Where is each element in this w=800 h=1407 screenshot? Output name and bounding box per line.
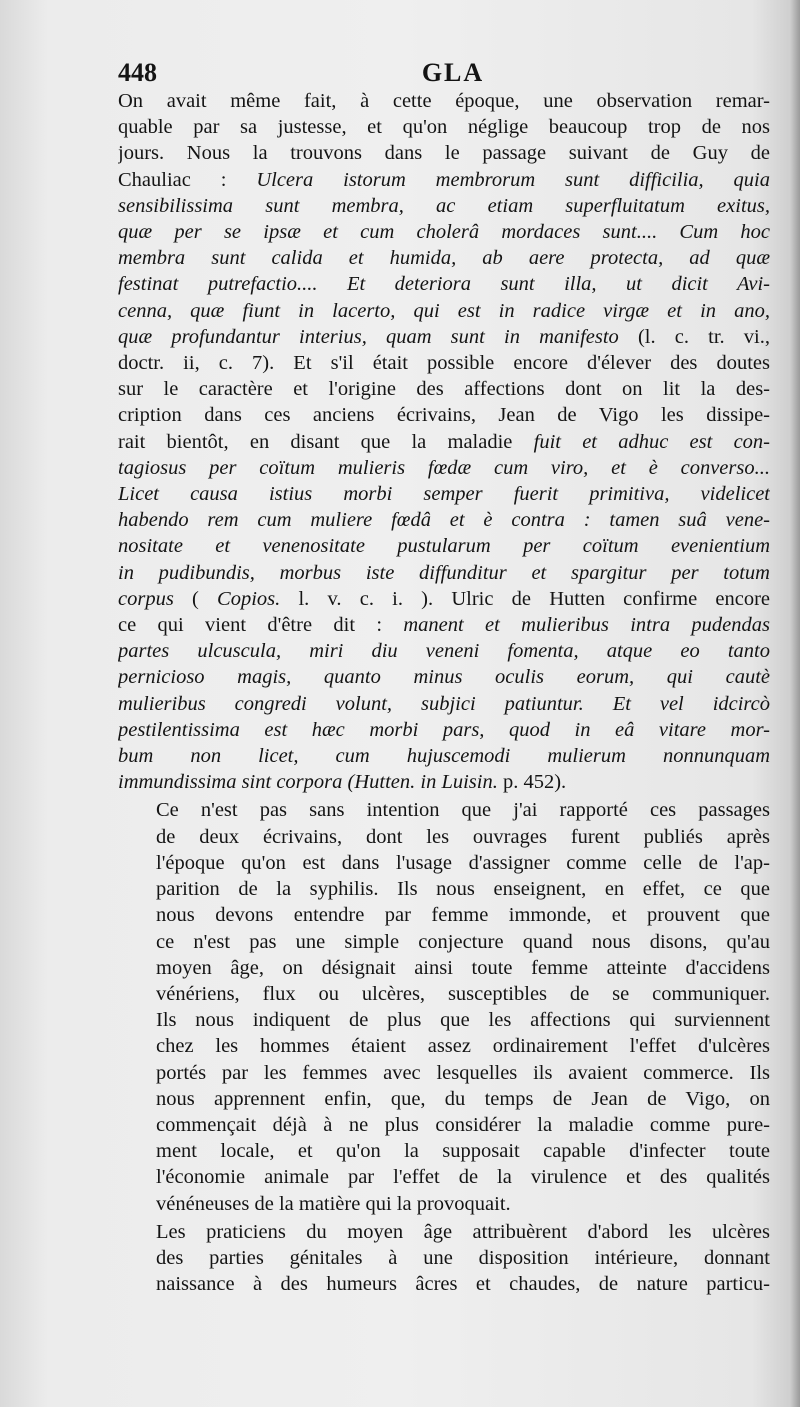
text-span: de deux écrivains, dont les ouvrages furent publiés après <box>156 825 770 848</box>
text-span: jours. Nous la trouvons dans le passage suivant de Guy de <box>118 142 770 165</box>
latin-quote-span: quæ profundantur interius, quam sunt in manifesto <box>118 325 619 348</box>
latin-quote-span: Licet causa istius morbi semper fuerit primitiva, videlicet <box>118 483 770 506</box>
latin-quote-span: Ulcera istorum membrorum sunt difficilia, quia <box>256 168 770 191</box>
text-line <box>118 876 770 902</box>
text-span: naissance à des humeurs âcres et chaudes, de nature particu- <box>156 1273 770 1296</box>
text-line <box>118 245 770 271</box>
running-head: GLA <box>421 58 485 87</box>
latin-quote-span: sensibilissima sunt membra, ac etiam superfluitatum exitus, <box>118 194 770 217</box>
text-line <box>118 902 770 928</box>
text-line <box>118 1245 770 1271</box>
latin-quote-span: manent et mulieribus intra pudendas <box>403 614 770 637</box>
text-line <box>118 350 770 376</box>
text-span: rait bientôt, en disant que la maladie <box>118 430 534 453</box>
text-line <box>118 1219 770 1245</box>
text-line <box>118 429 770 455</box>
text-span: Les praticiens du moyen âge attribuèrent d'abord les ulcères <box>156 1220 770 1243</box>
latin-quote-span: fuit et adhuc est con- <box>533 430 770 453</box>
text-span: vénéneuses de la matière qui la provoquait. <box>156 1192 511 1215</box>
text-line <box>118 769 770 795</box>
text-span: ce qui vient d'être dit : <box>118 614 404 637</box>
body-text <box>118 88 770 1297</box>
text-line <box>118 481 770 507</box>
text-line <box>118 929 770 955</box>
latin-quote-span: partes ulcuscula, miri diu veneni fomenta, atque eo tanto <box>118 640 770 663</box>
latin-quote-span: pernicioso magis, quanto minus oculis eorum, qui cautè <box>118 666 770 689</box>
text-line <box>118 1112 770 1138</box>
text-line <box>118 1033 770 1059</box>
latin-quote-span: pestilentissima est hæc morbi pars, quod in eâ vitare mor- <box>118 718 770 741</box>
latin-quote-span: mulieribus congredi volunt, subjici patiuntur. Et vel idcircò <box>118 692 770 715</box>
latin-quote-span: festinat putrefactio.... Et deteriora sunt illa, ut dicit Avi- <box>118 273 770 296</box>
text-span: parition de la syphilis. Ils nous enseignent, en effet, ce que <box>156 878 770 901</box>
text-line <box>118 638 770 664</box>
text-line <box>118 955 770 981</box>
text-span: vénériens, flux ou ulcères, susceptibles de se communiquer. <box>156 982 770 1005</box>
text-line <box>118 981 770 1007</box>
text-span: p. 452). <box>497 771 567 794</box>
text-line <box>118 1086 770 1112</box>
page-edge-shadow <box>790 0 800 1407</box>
text-line <box>118 1164 770 1190</box>
text-line <box>118 455 770 481</box>
latin-quote-span: quæ per se ipsæ et cum cholerâ mordaces sunt.... Cum hoc <box>118 221 770 244</box>
latin-quote-span: Copios. <box>217 587 281 610</box>
text-span: chez les hommes étaient assez ordinairement l'effet d'ulcères <box>156 1035 770 1058</box>
text-span: Chauliac : <box>118 168 257 191</box>
text-line <box>118 586 770 612</box>
text-line <box>118 612 770 638</box>
page-number: 448 <box>118 58 157 87</box>
text-span: commençait déjà à ne plus considérer la maladie comme pure- <box>156 1113 770 1136</box>
text-span: l'époque qu'on est dans l'usage d'assigner comme celle de l'ap- <box>156 851 770 874</box>
text-line <box>118 717 770 743</box>
text-line <box>118 1007 770 1033</box>
text-span: portés par les femmes avec lesquelles ils avaient commerce. Ils <box>156 1061 770 1084</box>
paragraph <box>118 1219 770 1298</box>
paragraph <box>118 797 770 1216</box>
text-line <box>118 271 770 297</box>
page-header <box>118 58 778 88</box>
text-line <box>118 824 770 850</box>
text-span: cription dans ces anciens écrivains, Jean de Vigo les dissipe- <box>118 404 770 427</box>
text-line <box>118 1060 770 1086</box>
text-line <box>118 1191 770 1217</box>
text-span: (l. c. tr. vi., <box>618 325 770 348</box>
latin-quote-span: immundissima sint corpora (Hutten. in Luisin. <box>118 771 498 794</box>
text-span: ( <box>173 587 218 610</box>
text-line <box>118 114 770 140</box>
paragraph <box>118 88 770 795</box>
text-line <box>118 850 770 876</box>
text-span: On avait même fait, à cette époque, une observation remar- <box>118 90 770 112</box>
latin-quote-span: cenna, quæ fiunt in lacerto, qui est in radice virgæ et in ano, <box>118 299 770 322</box>
text-line <box>118 167 770 193</box>
text-span: moyen âge, on désignait ainsi toute femme atteinte d'accidens <box>156 956 770 979</box>
text-span: nous apprennent enfin, que, du temps de Jean de Vigo, on <box>156 1087 770 1110</box>
text-line <box>118 743 770 769</box>
text-line <box>118 691 770 717</box>
text-line <box>118 193 770 219</box>
latin-quote-span: bum non licet, cum hujuscemodi mulierum nonnunquam <box>118 745 770 768</box>
text-line <box>118 376 770 402</box>
latin-quote-span: in pudibundis, morbus iste diffunditur et spargitur per totum <box>118 561 770 584</box>
text-span: l. v. c. i. ). Ulric de Hutten confirme encore <box>280 587 770 610</box>
text-line <box>118 140 770 166</box>
text-line <box>118 1138 770 1164</box>
text-line <box>118 507 770 533</box>
text-line <box>118 797 770 823</box>
text-line <box>118 533 770 559</box>
text-line <box>118 88 770 114</box>
text-line <box>118 324 770 350</box>
text-span: quable par sa justesse, et qu'on néglige beaucoup trop de nos <box>118 116 770 139</box>
latin-quote-span: habendo rem cum muliere fœdâ et è contra : tamen suâ vene- <box>118 509 770 532</box>
text-line <box>118 1271 770 1297</box>
text-line <box>118 219 770 245</box>
text-line <box>118 560 770 586</box>
text-span: ment locale, et qu'on la supposait capable d'infecter toute <box>156 1140 770 1163</box>
latin-quote-span: tagiosus per coïtum mulieris fœdæ cum viro, et è converso... <box>118 456 770 479</box>
text-span: sur le caractère et l'origine des affections dont on lit la des- <box>118 378 770 401</box>
text-span: nous devons entendre par femme immonde, et prouvent que <box>156 904 770 927</box>
text-line <box>118 664 770 690</box>
text-line <box>118 402 770 428</box>
text-span: doctr. ii, c. 7). Et s'il était possible encore d'élever des doutes <box>118 352 770 375</box>
text-span: Ce n'est pas sans intention que j'ai rapporté ces passages <box>156 799 770 822</box>
text-span: des parties génitales à une disposition intérieure, donnant <box>156 1246 770 1269</box>
text-span: ce n'est pas une simple conjecture quand nous disons, qu'au <box>156 930 770 953</box>
latin-quote-span: corpus <box>118 587 174 610</box>
latin-quote-span: membra sunt calida et humida, ab aere protecta, ad quæ <box>118 247 770 270</box>
text-line <box>118 298 770 324</box>
text-span: Ils nous indiquent de plus que les affections qui surviennent <box>156 1009 770 1032</box>
latin-quote-span: nositate et venenositate pustularum per coïtum evenientium <box>118 535 770 558</box>
text-span: l'économie animale par l'effet de la virulence et des qualités <box>156 1166 770 1189</box>
